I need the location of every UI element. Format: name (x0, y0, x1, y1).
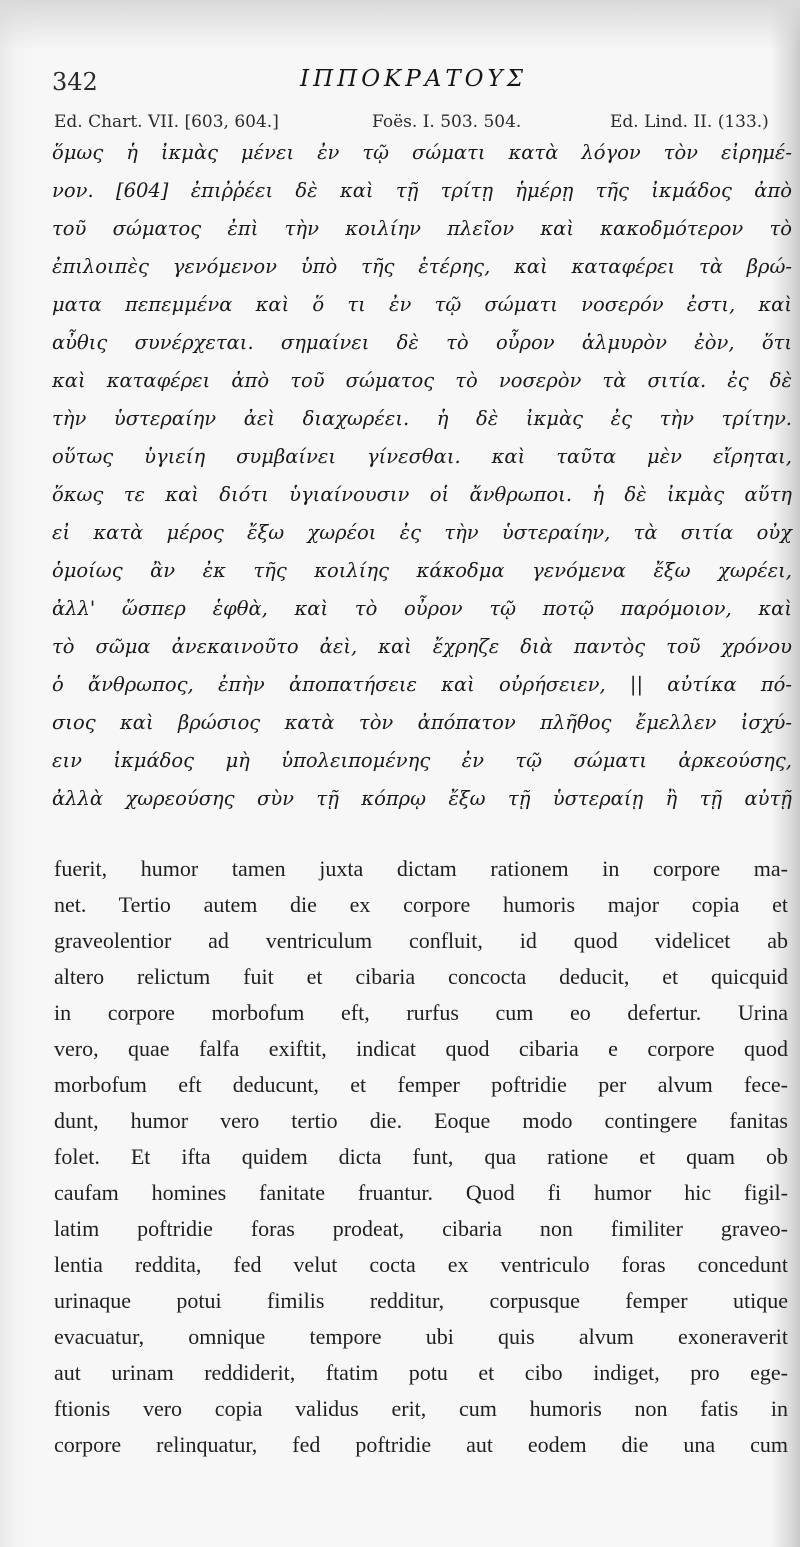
latin-line: folet. Et ifta quidem dicta funt, qua ratione et quam ob (54, 1144, 788, 1169)
greek-line: τὸ σῶμα ἀνεκαινοῦτο ἀεὶ, καὶ ἔχρηζε διὰ παντὸς τοῦ χρόνου (52, 635, 792, 658)
greek-line: τοῦ σώματος ἐπὶ τὴν κοιλίην πλεῖον καὶ κακοδμότερον τὸ (52, 217, 792, 240)
chartier-reference: Ed. Chart. VII. [603, 604.] (54, 112, 279, 132)
greek-line: σιος καὶ βρώσιος κατὰ τὸν ἀπόπατον πλῆθος ἔμελλεν ἰσχύ- (52, 711, 792, 734)
latin-line: net. Tertio autem die ex corpore humoris major copia et (54, 892, 788, 917)
latin-line: fuerit, humor tamen juxta dictam rationem in corpore ma- (54, 856, 788, 881)
latin-line: in corpore morbofum eft, rurfus cum eo defertur. Urina (54, 1000, 788, 1025)
latin-line: evacuatur, omnique tempore ubi quis alvum exoneraverit (54, 1324, 788, 1349)
running-title: ΙΠΠΟΚΡΑΤΟΥΣ (300, 66, 527, 92)
greek-line: ἀλλ' ὥσπερ ἑφθὰ, καὶ τὸ οὖρον τῷ ποτῷ παρόμοιον, καὶ (52, 597, 792, 620)
latin-line: morbofum eft deducunt, et femper poftridie per alvum fece- (54, 1072, 788, 1097)
latin-line: graveolentior ad ventriculum confluit, id quod videlicet ab (54, 928, 788, 953)
greek-line: ὅκως τε καὶ διότι ὑγιαίνουσιν οἱ ἄνθρωποι. ἡ δὲ ἰκμὰς αὕτη (52, 483, 792, 506)
greek-line: τὴν ὑστεραίην ἀεὶ διαχωρέει. ἡ δὲ ἰκμὰς ἐς τὴν τρίτην. (52, 407, 792, 430)
latin-line: caufam homines fanitate fruantur. Quod fi humor hic figil- (54, 1180, 788, 1205)
page-shadow (0, 0, 800, 50)
greek-line: ειν ἰκμάδος μὴ ὑπολειπομένης ἐν τῷ σώματι ἀρκεούσης, (52, 749, 792, 772)
latin-line: aut urinam reddiderit, ftatim potu et cibo indiget, pro ege- (54, 1360, 788, 1385)
greek-line: νον. [604] ἐπιῤῥέει δὲ καὶ τῇ τρίτῃ ἡμέρῃ τῆς ἰκμάδος ἀπὸ (52, 179, 792, 202)
latin-line: urinaque potui fimilis redditur, corpusque femper utique (54, 1288, 788, 1313)
latin-line: corpore relinquatur, fed poftridie aut eodem die una cum (54, 1432, 788, 1457)
greek-line: ματα πεπεμμένα καὶ ὅ τι ἐν τῷ σώματι νοσερόν ἐστι, καὶ (52, 293, 792, 316)
greek-line: εἰ κατὰ μέρος ἔξω χωρέοι ἐς τὴν ὑστεραίην, τὰ σιτία οὐχ (52, 521, 792, 544)
greek-line: ἀλλὰ χωρεούσης σὺν τῇ κόπρῳ ἔξω τῇ ὑστεραίῃ ἢ τῇ αὐτῇ (52, 787, 792, 810)
page-number: 342 (52, 68, 98, 96)
greek-line: αὖθις συνέρχεται. σημαίνει δὲ τὸ οὖρον ἁλμυρὸν ἐὸν, ὅτι (52, 331, 792, 354)
greek-line: ὁ ἄνθρωπος, ἐπὴν ἀποπατήσειε καὶ οὐρήσειεν, || αὐτίκα πό- (52, 673, 792, 696)
greek-line: ὁμοίως ἂν ἐκ τῆς κοιλίης κάκοδμα γενόμενα ἔξω χωρέει, (52, 559, 792, 582)
greek-line: καὶ καταφέρει ἀπὸ τοῦ σώματος τὸ νοσερὸν τὰ σιτία. ἐς δὲ (52, 369, 792, 392)
linden-reference: Ed. Lind. II. (133.) (610, 112, 769, 132)
greek-line: ἐπιλοιπὲς γενόμενον ὑπὸ τῆς ἑτέρης, καὶ καταφέρει τὰ βρώ- (52, 255, 792, 278)
foes-reference: Foës. I. 503. 504. (372, 112, 522, 132)
greek-line: ὅμως ἡ ἰκμὰς μένει ἐν τῷ σώματι κατὰ λόγον τὸν εἰρημέ- (52, 141, 792, 164)
latin-line: altero relictum fuit et cibaria concocta deducit, et quicquid (54, 964, 788, 989)
latin-line: lentia reddita, fed velut cocta ex ventriculo foras concedunt (54, 1252, 788, 1277)
greek-line: οὕτως ὑγιείη συμβαίνει γίνεσθαι. καὶ ταῦτα μὲν εἴρηται, (52, 445, 792, 468)
latin-line: dunt, humor vero tertio die. Eoque modo contingere fanitas (54, 1108, 788, 1133)
latin-line: ftionis vero copia validus erit, cum humoris non fatis in (54, 1396, 788, 1421)
latin-line: latim poftridie foras prodeat, cibaria non fimiliter graveo- (54, 1216, 788, 1241)
latin-line: vero, quae falfa exiftit, indicat quod cibaria e corpore quod (54, 1036, 788, 1061)
running-head (52, 62, 772, 98)
